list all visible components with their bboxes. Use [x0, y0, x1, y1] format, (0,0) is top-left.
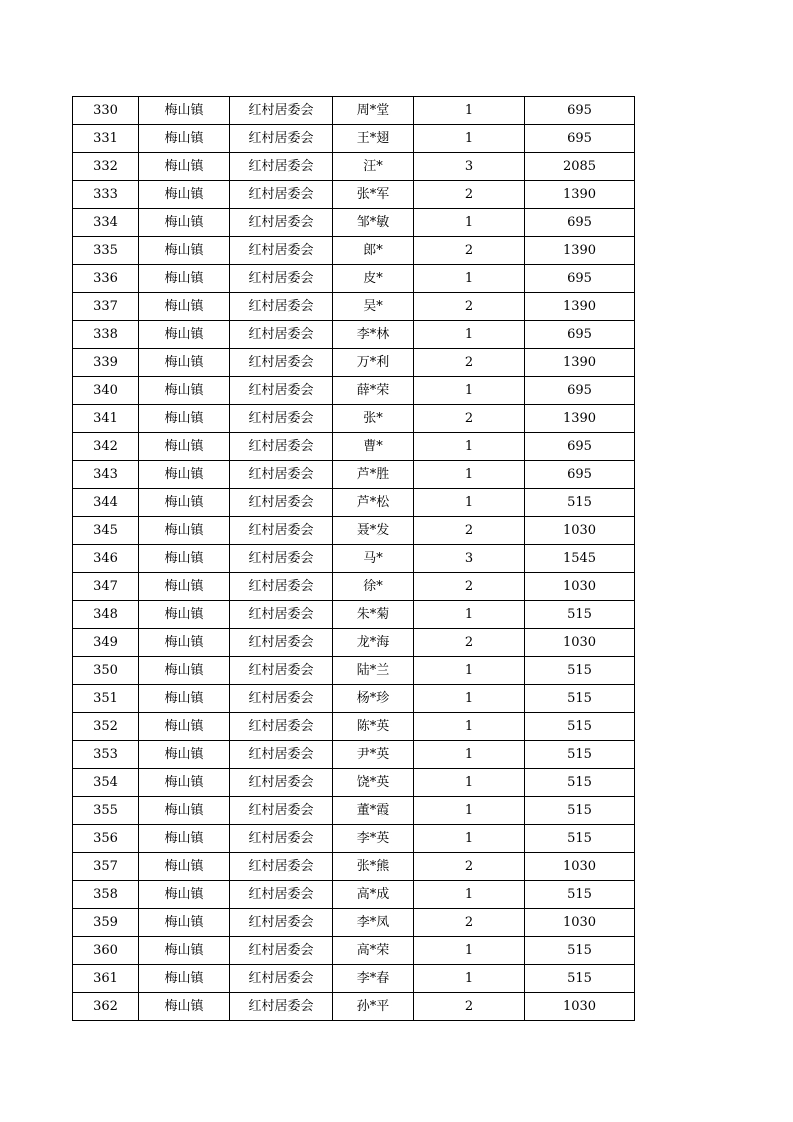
table-row	[73, 293, 635, 321]
town-cell: 梅山镇	[139, 237, 230, 265]
household-size-cell: 1	[414, 741, 525, 769]
row-number-cell: 343	[73, 461, 139, 489]
row-number-cell: 332	[73, 153, 139, 181]
table-body	[73, 97, 635, 1021]
committee-cell: 红村居委会	[230, 377, 333, 405]
town-cell: 梅山镇	[139, 209, 230, 237]
town-cell: 梅山镇	[139, 153, 230, 181]
committee-cell: 红村居委会	[230, 797, 333, 825]
table-row	[73, 881, 635, 909]
row-number-cell: 333	[73, 181, 139, 209]
town-cell: 梅山镇	[139, 993, 230, 1021]
town-cell: 梅山镇	[139, 909, 230, 937]
amount-cell: 1390	[525, 349, 635, 377]
committee-cell: 红村居委会	[230, 125, 333, 153]
committee-cell: 红村居委会	[230, 993, 333, 1021]
committee-cell: 红村居委会	[230, 629, 333, 657]
table-row	[73, 517, 635, 545]
row-number-cell: 358	[73, 881, 139, 909]
town-cell: 梅山镇	[139, 601, 230, 629]
name-cell: 李*林	[333, 321, 414, 349]
household-size-cell: 3	[414, 153, 525, 181]
town-cell: 梅山镇	[139, 797, 230, 825]
row-number-cell: 361	[73, 965, 139, 993]
row-number-cell: 351	[73, 685, 139, 713]
row-number-cell: 360	[73, 937, 139, 965]
household-size-cell: 1	[414, 713, 525, 741]
table-row	[73, 769, 635, 797]
amount-cell: 695	[525, 125, 635, 153]
town-cell: 梅山镇	[139, 293, 230, 321]
household-size-cell: 1	[414, 769, 525, 797]
amount-cell: 1030	[525, 517, 635, 545]
household-size-cell: 1	[414, 937, 525, 965]
household-size-cell: 2	[414, 909, 525, 937]
table-row	[73, 797, 635, 825]
table-row	[73, 909, 635, 937]
table-row	[73, 853, 635, 881]
committee-cell: 红村居委会	[230, 685, 333, 713]
name-cell: 皮*	[333, 265, 414, 293]
committee-cell: 红村居委会	[230, 97, 333, 125]
household-size-cell: 1	[414, 685, 525, 713]
table-row	[73, 405, 635, 433]
table-row	[73, 321, 635, 349]
table-row	[73, 153, 635, 181]
name-cell: 陈*英	[333, 713, 414, 741]
town-cell: 梅山镇	[139, 713, 230, 741]
household-size-cell: 1	[414, 377, 525, 405]
household-size-cell: 1	[414, 97, 525, 125]
table-row	[73, 825, 635, 853]
name-cell: 曹*	[333, 433, 414, 461]
name-cell: 周*堂	[333, 97, 414, 125]
row-number-cell: 346	[73, 545, 139, 573]
row-number-cell: 334	[73, 209, 139, 237]
name-cell: 张*熊	[333, 853, 414, 881]
town-cell: 梅山镇	[139, 937, 230, 965]
committee-cell: 红村居委会	[230, 937, 333, 965]
household-size-cell: 1	[414, 965, 525, 993]
row-number-cell: 336	[73, 265, 139, 293]
town-cell: 梅山镇	[139, 629, 230, 657]
amount-cell: 695	[525, 265, 635, 293]
row-number-cell: 330	[73, 97, 139, 125]
name-cell: 徐*	[333, 573, 414, 601]
household-size-cell: 2	[414, 517, 525, 545]
name-cell: 龙*海	[333, 629, 414, 657]
name-cell: 马*	[333, 545, 414, 573]
household-size-cell: 2	[414, 993, 525, 1021]
name-cell: 薛*荣	[333, 377, 414, 405]
row-number-cell: 350	[73, 657, 139, 685]
amount-cell: 1030	[525, 629, 635, 657]
table-row	[73, 489, 635, 517]
row-number-cell: 359	[73, 909, 139, 937]
household-size-cell: 2	[414, 853, 525, 881]
table-row	[73, 573, 635, 601]
household-size-cell: 2	[414, 237, 525, 265]
household-size-cell: 2	[414, 573, 525, 601]
household-size-cell: 2	[414, 405, 525, 433]
name-cell: 芦*松	[333, 489, 414, 517]
amount-cell: 515	[525, 741, 635, 769]
town-cell: 梅山镇	[139, 433, 230, 461]
row-number-cell: 352	[73, 713, 139, 741]
table-row	[73, 685, 635, 713]
household-size-cell: 2	[414, 349, 525, 377]
committee-cell: 红村居委会	[230, 741, 333, 769]
town-cell: 梅山镇	[139, 97, 230, 125]
committee-cell: 红村居委会	[230, 657, 333, 685]
committee-cell: 红村居委会	[230, 405, 333, 433]
committee-cell: 红村居委会	[230, 349, 333, 377]
name-cell: 孙*平	[333, 993, 414, 1021]
town-cell: 梅山镇	[139, 517, 230, 545]
amount-cell: 515	[525, 825, 635, 853]
household-size-cell: 1	[414, 125, 525, 153]
amount-cell: 695	[525, 209, 635, 237]
household-size-cell: 2	[414, 293, 525, 321]
name-cell: 张*军	[333, 181, 414, 209]
committee-cell: 红村居委会	[230, 517, 333, 545]
amount-cell: 515	[525, 489, 635, 517]
row-number-cell: 337	[73, 293, 139, 321]
row-number-cell: 353	[73, 741, 139, 769]
table-row	[73, 461, 635, 489]
town-cell: 梅山镇	[139, 377, 230, 405]
household-size-cell: 3	[414, 545, 525, 573]
household-size-cell: 1	[414, 209, 525, 237]
committee-cell: 红村居委会	[230, 713, 333, 741]
household-table	[72, 96, 635, 1021]
amount-cell: 515	[525, 937, 635, 965]
table-row	[73, 181, 635, 209]
committee-cell: 红村居委会	[230, 321, 333, 349]
committee-cell: 红村居委会	[230, 853, 333, 881]
name-cell: 聂*发	[333, 517, 414, 545]
amount-cell: 1390	[525, 293, 635, 321]
town-cell: 梅山镇	[139, 881, 230, 909]
household-size-cell: 1	[414, 461, 525, 489]
row-number-cell: 349	[73, 629, 139, 657]
name-cell: 郎*	[333, 237, 414, 265]
committee-cell: 红村居委会	[230, 237, 333, 265]
table-row	[73, 965, 635, 993]
row-number-cell: 355	[73, 797, 139, 825]
household-size-cell: 1	[414, 489, 525, 517]
committee-cell: 红村居委会	[230, 825, 333, 853]
household-size-cell: 1	[414, 265, 525, 293]
committee-cell: 红村居委会	[230, 265, 333, 293]
household-size-cell: 1	[414, 601, 525, 629]
row-number-cell: 348	[73, 601, 139, 629]
name-cell: 李*凤	[333, 909, 414, 937]
amount-cell: 515	[525, 769, 635, 797]
amount-cell: 515	[525, 881, 635, 909]
row-number-cell: 356	[73, 825, 139, 853]
table-row	[73, 993, 635, 1021]
amount-cell: 1030	[525, 573, 635, 601]
town-cell: 梅山镇	[139, 769, 230, 797]
table-row	[73, 433, 635, 461]
table-row	[73, 97, 635, 125]
name-cell: 李*英	[333, 825, 414, 853]
amount-cell: 2085	[525, 153, 635, 181]
row-number-cell: 357	[73, 853, 139, 881]
committee-cell: 红村居委会	[230, 461, 333, 489]
table-row	[73, 265, 635, 293]
household-size-cell: 2	[414, 181, 525, 209]
amount-cell: 1030	[525, 993, 635, 1021]
amount-cell: 515	[525, 797, 635, 825]
table-row	[73, 741, 635, 769]
committee-cell: 红村居委会	[230, 601, 333, 629]
town-cell: 梅山镇	[139, 181, 230, 209]
table-row	[73, 237, 635, 265]
name-cell: 吴*	[333, 293, 414, 321]
household-size-cell: 1	[414, 881, 525, 909]
amount-cell: 515	[525, 713, 635, 741]
committee-cell: 红村居委会	[230, 153, 333, 181]
household-size-cell: 1	[414, 321, 525, 349]
committee-cell: 红村居委会	[230, 545, 333, 573]
town-cell: 梅山镇	[139, 685, 230, 713]
row-number-cell: 339	[73, 349, 139, 377]
name-cell: 邹*敏	[333, 209, 414, 237]
committee-cell: 红村居委会	[230, 293, 333, 321]
committee-cell: 红村居委会	[230, 209, 333, 237]
town-cell: 梅山镇	[139, 461, 230, 489]
amount-cell: 695	[525, 377, 635, 405]
amount-cell: 515	[525, 965, 635, 993]
table-row	[73, 657, 635, 685]
row-number-cell: 340	[73, 377, 139, 405]
town-cell: 梅山镇	[139, 489, 230, 517]
town-cell: 梅山镇	[139, 573, 230, 601]
committee-cell: 红村居委会	[230, 489, 333, 517]
table-row	[73, 545, 635, 573]
committee-cell: 红村居委会	[230, 573, 333, 601]
town-cell: 梅山镇	[139, 657, 230, 685]
household-size-cell: 1	[414, 797, 525, 825]
town-cell: 梅山镇	[139, 125, 230, 153]
name-cell: 饶*英	[333, 769, 414, 797]
amount-cell: 1030	[525, 853, 635, 881]
town-cell: 梅山镇	[139, 321, 230, 349]
row-number-cell: 345	[73, 517, 139, 545]
name-cell: 芦*胜	[333, 461, 414, 489]
name-cell: 高*荣	[333, 937, 414, 965]
name-cell: 李*春	[333, 965, 414, 993]
amount-cell: 515	[525, 657, 635, 685]
name-cell: 张*	[333, 405, 414, 433]
amount-cell: 695	[525, 433, 635, 461]
row-number-cell: 362	[73, 993, 139, 1021]
amount-cell: 515	[525, 601, 635, 629]
town-cell: 梅山镇	[139, 545, 230, 573]
committee-cell: 红村居委会	[230, 965, 333, 993]
amount-cell: 695	[525, 321, 635, 349]
name-cell: 万*利	[333, 349, 414, 377]
town-cell: 梅山镇	[139, 741, 230, 769]
name-cell: 尹*英	[333, 741, 414, 769]
row-number-cell: 338	[73, 321, 139, 349]
row-number-cell: 347	[73, 573, 139, 601]
name-cell: 董*霞	[333, 797, 414, 825]
table-row	[73, 713, 635, 741]
household-size-cell: 1	[414, 825, 525, 853]
amount-cell: 1390	[525, 405, 635, 433]
name-cell: 陆*兰	[333, 657, 414, 685]
row-number-cell: 341	[73, 405, 139, 433]
name-cell: 杨*珍	[333, 685, 414, 713]
name-cell: 高*成	[333, 881, 414, 909]
table-row	[73, 209, 635, 237]
amount-cell: 1390	[525, 181, 635, 209]
row-number-cell: 342	[73, 433, 139, 461]
town-cell: 梅山镇	[139, 405, 230, 433]
table-row	[73, 349, 635, 377]
committee-cell: 红村居委会	[230, 881, 333, 909]
town-cell: 梅山镇	[139, 265, 230, 293]
town-cell: 梅山镇	[139, 349, 230, 377]
committee-cell: 红村居委会	[230, 769, 333, 797]
table-row	[73, 629, 635, 657]
committee-cell: 红村居委会	[230, 433, 333, 461]
household-size-cell: 2	[414, 629, 525, 657]
amount-cell: 1390	[525, 237, 635, 265]
amount-cell: 1545	[525, 545, 635, 573]
household-size-cell: 1	[414, 657, 525, 685]
town-cell: 梅山镇	[139, 825, 230, 853]
committee-cell: 红村居委会	[230, 181, 333, 209]
table-row	[73, 125, 635, 153]
table-row	[73, 601, 635, 629]
row-number-cell: 354	[73, 769, 139, 797]
table-row	[73, 937, 635, 965]
town-cell: 梅山镇	[139, 965, 230, 993]
amount-cell: 695	[525, 461, 635, 489]
row-number-cell: 331	[73, 125, 139, 153]
amount-cell: 1030	[525, 909, 635, 937]
row-number-cell: 344	[73, 489, 139, 517]
household-size-cell: 1	[414, 433, 525, 461]
row-number-cell: 335	[73, 237, 139, 265]
name-cell: 朱*菊	[333, 601, 414, 629]
committee-cell: 红村居委会	[230, 909, 333, 937]
amount-cell: 695	[525, 97, 635, 125]
amount-cell: 515	[525, 685, 635, 713]
name-cell: 王*翅	[333, 125, 414, 153]
table-row	[73, 377, 635, 405]
town-cell: 梅山镇	[139, 853, 230, 881]
name-cell: 汪*	[333, 153, 414, 181]
